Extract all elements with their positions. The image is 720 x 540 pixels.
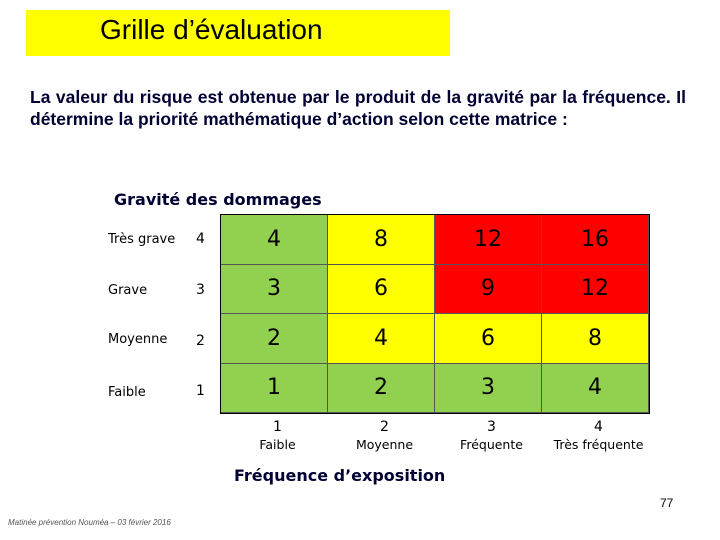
row-num-4: 4 bbox=[196, 231, 205, 247]
col-num: 3 bbox=[487, 419, 496, 435]
col-label-tres-frequente bbox=[545, 418, 652, 454]
row-label-tres-grave: Très grave bbox=[108, 232, 176, 247]
intro-paragraph: La valeur du risque est obtenue par le produit de la gravité par la fréquence. Il détermine la priorité mathématique d’action selon cette matrice : bbox=[30, 87, 686, 129]
gravity-axis-title: Gravité des dommages bbox=[114, 190, 322, 209]
frequency-axis-title: Fréquence d’exposition bbox=[234, 466, 446, 485]
col-label-faible bbox=[224, 418, 331, 454]
page-title: Grille d’évaluation bbox=[100, 14, 323, 45]
col-label-frequente bbox=[438, 418, 545, 454]
col-text: Moyenne bbox=[355, 437, 414, 452]
matrix-cell: 8 bbox=[542, 314, 649, 364]
row-label-moyenne: Moyenne bbox=[108, 332, 168, 347]
matrix-cell: 3 bbox=[435, 364, 542, 414]
col-num: 2 bbox=[380, 419, 389, 435]
matrix-cell: 2 bbox=[221, 314, 328, 364]
row-label-faible: Faible bbox=[108, 385, 146, 400]
matrix-cell: 1 bbox=[221, 364, 328, 414]
row-num-3: 3 bbox=[196, 282, 205, 298]
col-num: 4 bbox=[594, 419, 603, 435]
risk-matrix bbox=[220, 214, 650, 414]
matrix-cell: 4 bbox=[221, 215, 328, 265]
col-text: Faible bbox=[259, 437, 296, 452]
matrix-cell: 4 bbox=[542, 364, 649, 414]
matrix-cell: 16 bbox=[542, 215, 649, 265]
matrix-cell: 2 bbox=[328, 364, 435, 414]
footer-text: Matinée prévention Nouméa – 03 février 2016 bbox=[8, 518, 171, 527]
matrix-cell: 12 bbox=[542, 265, 649, 315]
matrix-cell: 3 bbox=[221, 265, 328, 315]
matrix-cell: 12 bbox=[435, 215, 542, 265]
col-text: Très fréquente bbox=[553, 437, 644, 452]
matrix-cell: 4 bbox=[328, 314, 435, 364]
matrix-cell: 6 bbox=[435, 314, 542, 364]
matrix-cell: 8 bbox=[328, 215, 435, 265]
col-text: Fréquente bbox=[460, 437, 523, 452]
matrix-cell: 9 bbox=[435, 265, 542, 315]
row-num-2: 2 bbox=[196, 333, 205, 349]
row-label-grave: Grave bbox=[108, 283, 148, 298]
row-num-1: 1 bbox=[196, 383, 205, 399]
col-label-moyenne bbox=[331, 418, 438, 454]
matrix-cell: 6 bbox=[328, 265, 435, 315]
col-num: 1 bbox=[273, 419, 282, 435]
page-number: 77 bbox=[660, 496, 674, 510]
